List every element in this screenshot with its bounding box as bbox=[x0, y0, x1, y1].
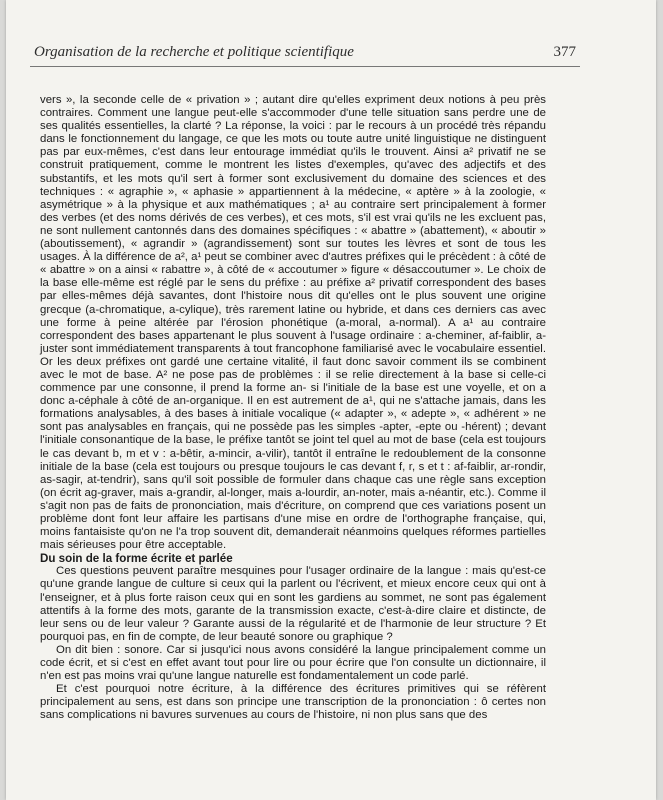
page-header bbox=[30, 42, 580, 67]
body-paragraph: vers », la seconde celle de « privation » ; autant dire qu'elles expriment deux notions à peu près contraires. Comment une langue peut-elle s'accommoder d'une telle situation sans perdre une de ses qualités essentielles, la clarté ? La réponse, la voici : par le recours à un procédé très répandu dans le fonctionnement du langage, ce que les mots ou toute autre unité linguistique ne distinguent pas par eux-mêmes, c'est dans leur entourage immédiat qu'ils le trouvent. Ainsi a² privatif ne se construit pratiquement, comme le montrent les listes d'exemples, qu'avec des adjectifs et des substantifs, et les mots qu'il sert à former sont exclusivement du domaine des sciences et des techniques : « agraphie », « aphasie » appartiennent à la médecine, « aptère » à la zoologie, « asymétrique » à la physique et aux mathématiques ; a¹ au contraire sert principalement à former des verbes (et des noms dérivés de ces verbes), et ces mots, s'il est vrai qu'ils ne les excluent pas, ne sont nullement cantonnés dans des domaines spécifiques : « abattre » (abattement), « aboutir » (aboutissement), « agrandir » (agrandissement) sont sur toutes les lèvres et sont de tous les usages. À la différence de a², a¹ peut se combiner avec d'autres préfixes qui le précèdent : à côté de « abattre » on a ainsi « rabattre », à côté de « accoutumer » figure « désaccoutumer ». Le choix de la base elle-même est réglé par le sens du préfixe : au préfixe a² privatif correspondent des bases par elles-mêmes déjà savantes, dont l'histoire nous dit qu'elles ont le plus souvent une origine grecque (a-chromatique, a-cylique), très rarement latine ou hybride, et dans ces derniers cas avec une forme à peine altérée par l'érosion phonétique (a-moral, a-normal). A a¹ au contraire correspondent des bases appartenant le plus souvent à l'usage ordinaire : a-cheminer, af-faiblir, a-juster sont immédiatement transparents à tout francophone familiarisé avec le vocabulaire essentiel. Or les deux préfixes ont gardé une certaine vitalité, il faut donc savoir comment ils se combinent avec le mot de base. A² ne pose pas de problèmes : il se relie directement à la base si celle-ci commence par une consonne, il prend la forme an- si l'initiale de la base est une voyelle, et on a donc a-céphale à côté de an-organique. Il en est autrement de a¹, qui ne s'attache jamais, dans les formations analysables, à des bases à initiale vocalique (« adapter », « adepte », « adhérent » ne sont pas analysables en français, qui ne possède pas les simples -apter, -epte ou -hérent) ; devant l'initiale consonantique de la base, le préfixe tantôt se joint tel quel au mot de base (cela est toujours le cas devant b, m et v : a-bêtir, a-mincir, a-vilir), tantôt il entraîne le redoublement de la consonne initiale de la base (cela est toujours ou presque toujours le cas devant f, r, s et t : af-faiblir, ar-rondir, as-sagir, at-tendrir), sans qu'il soit possible de formuler dans chaque cas une règle sans exception (on écrit ag-graver, mais a-grandir, al-longer, mais a-lourdir, an-noter, mais a-néantir, etc.). Comme il s'agit non pas de faits de prononciation, mais d'écriture, on comprend que ces variations posent un problème dont font leur affaire les partisans d'une mise en ordre de l'orthographe française, qui, moins fantaisiste qu'on ne l'a trop souvent dit, demanderait néanmoins quelques réformes partielles mais sérieuses pour être acceptable. bbox=[40, 94, 546, 552]
page-body bbox=[40, 94, 546, 723]
book-page bbox=[6, 0, 656, 800]
body-paragraph: On dit bien : sonore. Car si jusqu'ici nous avons considéré la langue principalement comme un code écrit, et si c'est en effet avant tout pour lire ou pour écrire que l'on consulte un dictionnaire, il n'en est pas moins vrai qu'une langue naturelle est fondamentalement un code parlé. bbox=[40, 643, 546, 683]
body-paragraph: Et c'est pourquoi notre écriture, à la différence des écritures primitives qui se réfèrent principalement au sens, est dans son principe une transcription de la prononciation : ô certes non sans complications ni bavures survenues au cours de l'histoire, ni non plus sans que des bbox=[40, 683, 546, 722]
running-title: Organisation de la recherche et politique scientifique bbox=[34, 44, 354, 60]
page-number: 377 bbox=[553, 44, 576, 60]
section-heading: Du soin de la forme écrite et parlée bbox=[40, 552, 233, 566]
body-paragraph: Ces questions peuvent paraître mesquines pour l'usager ordinaire de la langue : mais qu'est-ce qu'une grande langue de culture si ceux qui la parlent ou l'écrivent, et mieux encore ceux qui ont à l'enseigner, et à plus forte raison ceux qui en sont les gardiens au sommet, ne sont pas également attentifs à la forme des mots, garante de la transmission exacte, c'est-à-dire claire et distincte, de leur sens ou de leur valeur ? Garante aussi de la régularité et de l'harmonie de leur structure ? Et pourquoi pas, en fin de compte, de leur beauté sonore ou graphique ? bbox=[40, 565, 546, 643]
